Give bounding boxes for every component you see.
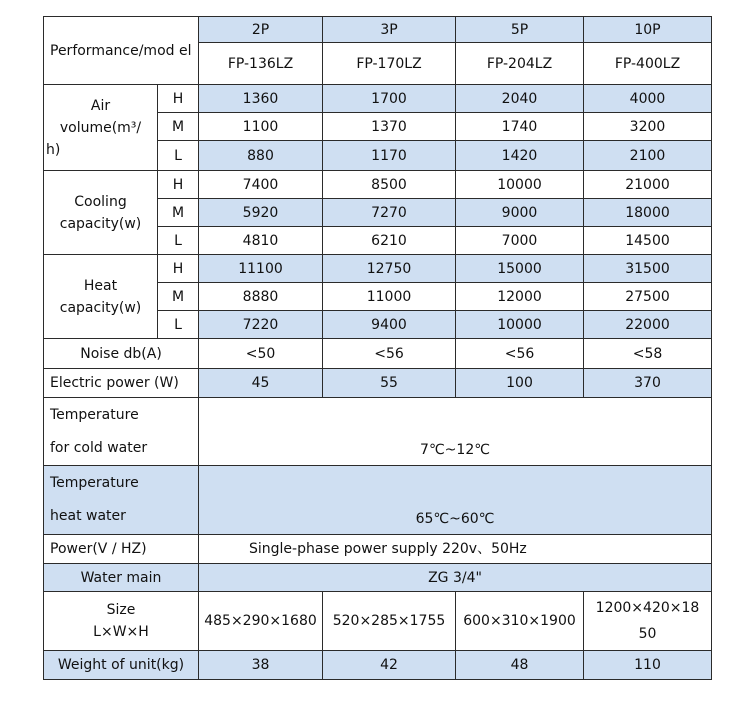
size-3p: 3P [323, 17, 456, 43]
table-cell: 12750 [323, 255, 456, 283]
level-h: H [158, 255, 199, 283]
table-cell: 1370 [323, 113, 456, 141]
table-cell: 7000 [456, 227, 584, 255]
table-cell: 15000 [456, 255, 584, 283]
power-value: Single-phase power supply 220v、50Hz [199, 535, 712, 564]
table-cell: 7270 [323, 199, 456, 227]
table-cell: 7220 [199, 311, 323, 339]
size-2p: 2P [199, 17, 323, 43]
header-size-row [44, 17, 712, 43]
table-cell: 1170 [323, 141, 456, 171]
model-1: FP-136LZ [199, 43, 323, 85]
table-cell: 10000 [456, 171, 584, 199]
table-row [44, 255, 712, 283]
noise-label: Noise db(A) [44, 339, 199, 369]
size-label: Size L×W×H [44, 592, 199, 651]
temp-heat-value: 65℃~60℃ [199, 466, 712, 535]
temp-cold-value: 7℃~12℃ [199, 398, 712, 466]
table-cell: 9400 [323, 311, 456, 339]
table-cell: 11100 [199, 255, 323, 283]
model-3: FP-204LZ [456, 43, 584, 85]
table-cell: 22000 [584, 311, 712, 339]
table-row [44, 651, 712, 680]
electric-power-label: Electric power (W) [44, 369, 199, 398]
table-cell: 100 [456, 369, 584, 398]
table-row [44, 592, 712, 651]
table-row [44, 339, 712, 369]
table-cell: 11000 [323, 283, 456, 311]
table-cell: 2100 [584, 141, 712, 171]
level-m: M [158, 113, 199, 141]
table-cell: 2040 [456, 85, 584, 113]
temp-heat-label: Temperature heat water [44, 466, 199, 535]
table-cell: 42 [323, 651, 456, 680]
level-m: M [158, 283, 199, 311]
model-4: FP-400LZ [584, 43, 712, 85]
table-cell: 485×290×1680 [199, 592, 323, 651]
water-main-value: ZG 3/4" [199, 564, 712, 592]
table-cell: 14500 [584, 227, 712, 255]
table-cell: <56 [456, 339, 584, 369]
level-l: L [158, 227, 199, 255]
table-cell: 1100 [199, 113, 323, 141]
spec-table [43, 16, 712, 680]
water-main-label: Water main [44, 564, 199, 592]
table-cell: 27500 [584, 283, 712, 311]
table-cell: 110 [584, 651, 712, 680]
power-label: Power(V / HZ) [44, 535, 199, 564]
temp-cold-label: Temperature for cold water [44, 398, 199, 466]
table-cell: 1740 [456, 113, 584, 141]
table-cell: 4810 [199, 227, 323, 255]
model-2: FP-170LZ [323, 43, 456, 85]
cooling-capacity-label: Cooling capacity(w) [44, 171, 158, 255]
table-cell: 18000 [584, 199, 712, 227]
table-cell: 38 [199, 651, 323, 680]
table-cell: 10000 [456, 311, 584, 339]
table-cell: 600×310×1900 [456, 592, 584, 651]
table-cell: 21000 [584, 171, 712, 199]
table-cell: 48 [456, 651, 584, 680]
table-cell: 880 [199, 141, 323, 171]
table-cell: 6210 [323, 227, 456, 255]
corner-label: Performance/mod el [44, 17, 199, 85]
table-cell: <50 [199, 339, 323, 369]
table-cell: <58 [584, 339, 712, 369]
table-row [44, 466, 712, 535]
table-cell: 31500 [584, 255, 712, 283]
table-cell: 45 [199, 369, 323, 398]
table-cell: 9000 [456, 199, 584, 227]
table-cell: 520×285×1755 [323, 592, 456, 651]
table-row [44, 171, 712, 199]
table-cell: 5920 [199, 199, 323, 227]
weight-label: Weight of unit(kg) [44, 651, 199, 680]
level-l: L [158, 311, 199, 339]
table-row [44, 564, 712, 592]
table-row [44, 369, 712, 398]
table-cell: 55 [323, 369, 456, 398]
table-cell: 1420 [456, 141, 584, 171]
table-row [44, 535, 712, 564]
level-h: H [158, 85, 199, 113]
table-cell: 8500 [323, 171, 456, 199]
table-cell: 3200 [584, 113, 712, 141]
level-m: M [158, 199, 199, 227]
table-row [44, 398, 712, 466]
heat-capacity-label: Heat capacity(w) [44, 255, 158, 339]
level-l: L [158, 141, 199, 171]
size-10p: 10P [584, 17, 712, 43]
table-cell: 1200×420×1850 [584, 592, 712, 651]
table-cell: 1700 [323, 85, 456, 113]
table-cell: 12000 [456, 283, 584, 311]
table-cell: 8880 [199, 283, 323, 311]
table-cell: 4000 [584, 85, 712, 113]
level-h: H [158, 171, 199, 199]
table-cell: 1360 [199, 85, 323, 113]
table-row [44, 85, 712, 113]
table-cell: <56 [323, 339, 456, 369]
air-volume-label: Air volume(m³/ h) [44, 85, 158, 171]
table-cell: 370 [584, 369, 712, 398]
size-5p: 5P [456, 17, 584, 43]
table-cell: 7400 [199, 171, 323, 199]
